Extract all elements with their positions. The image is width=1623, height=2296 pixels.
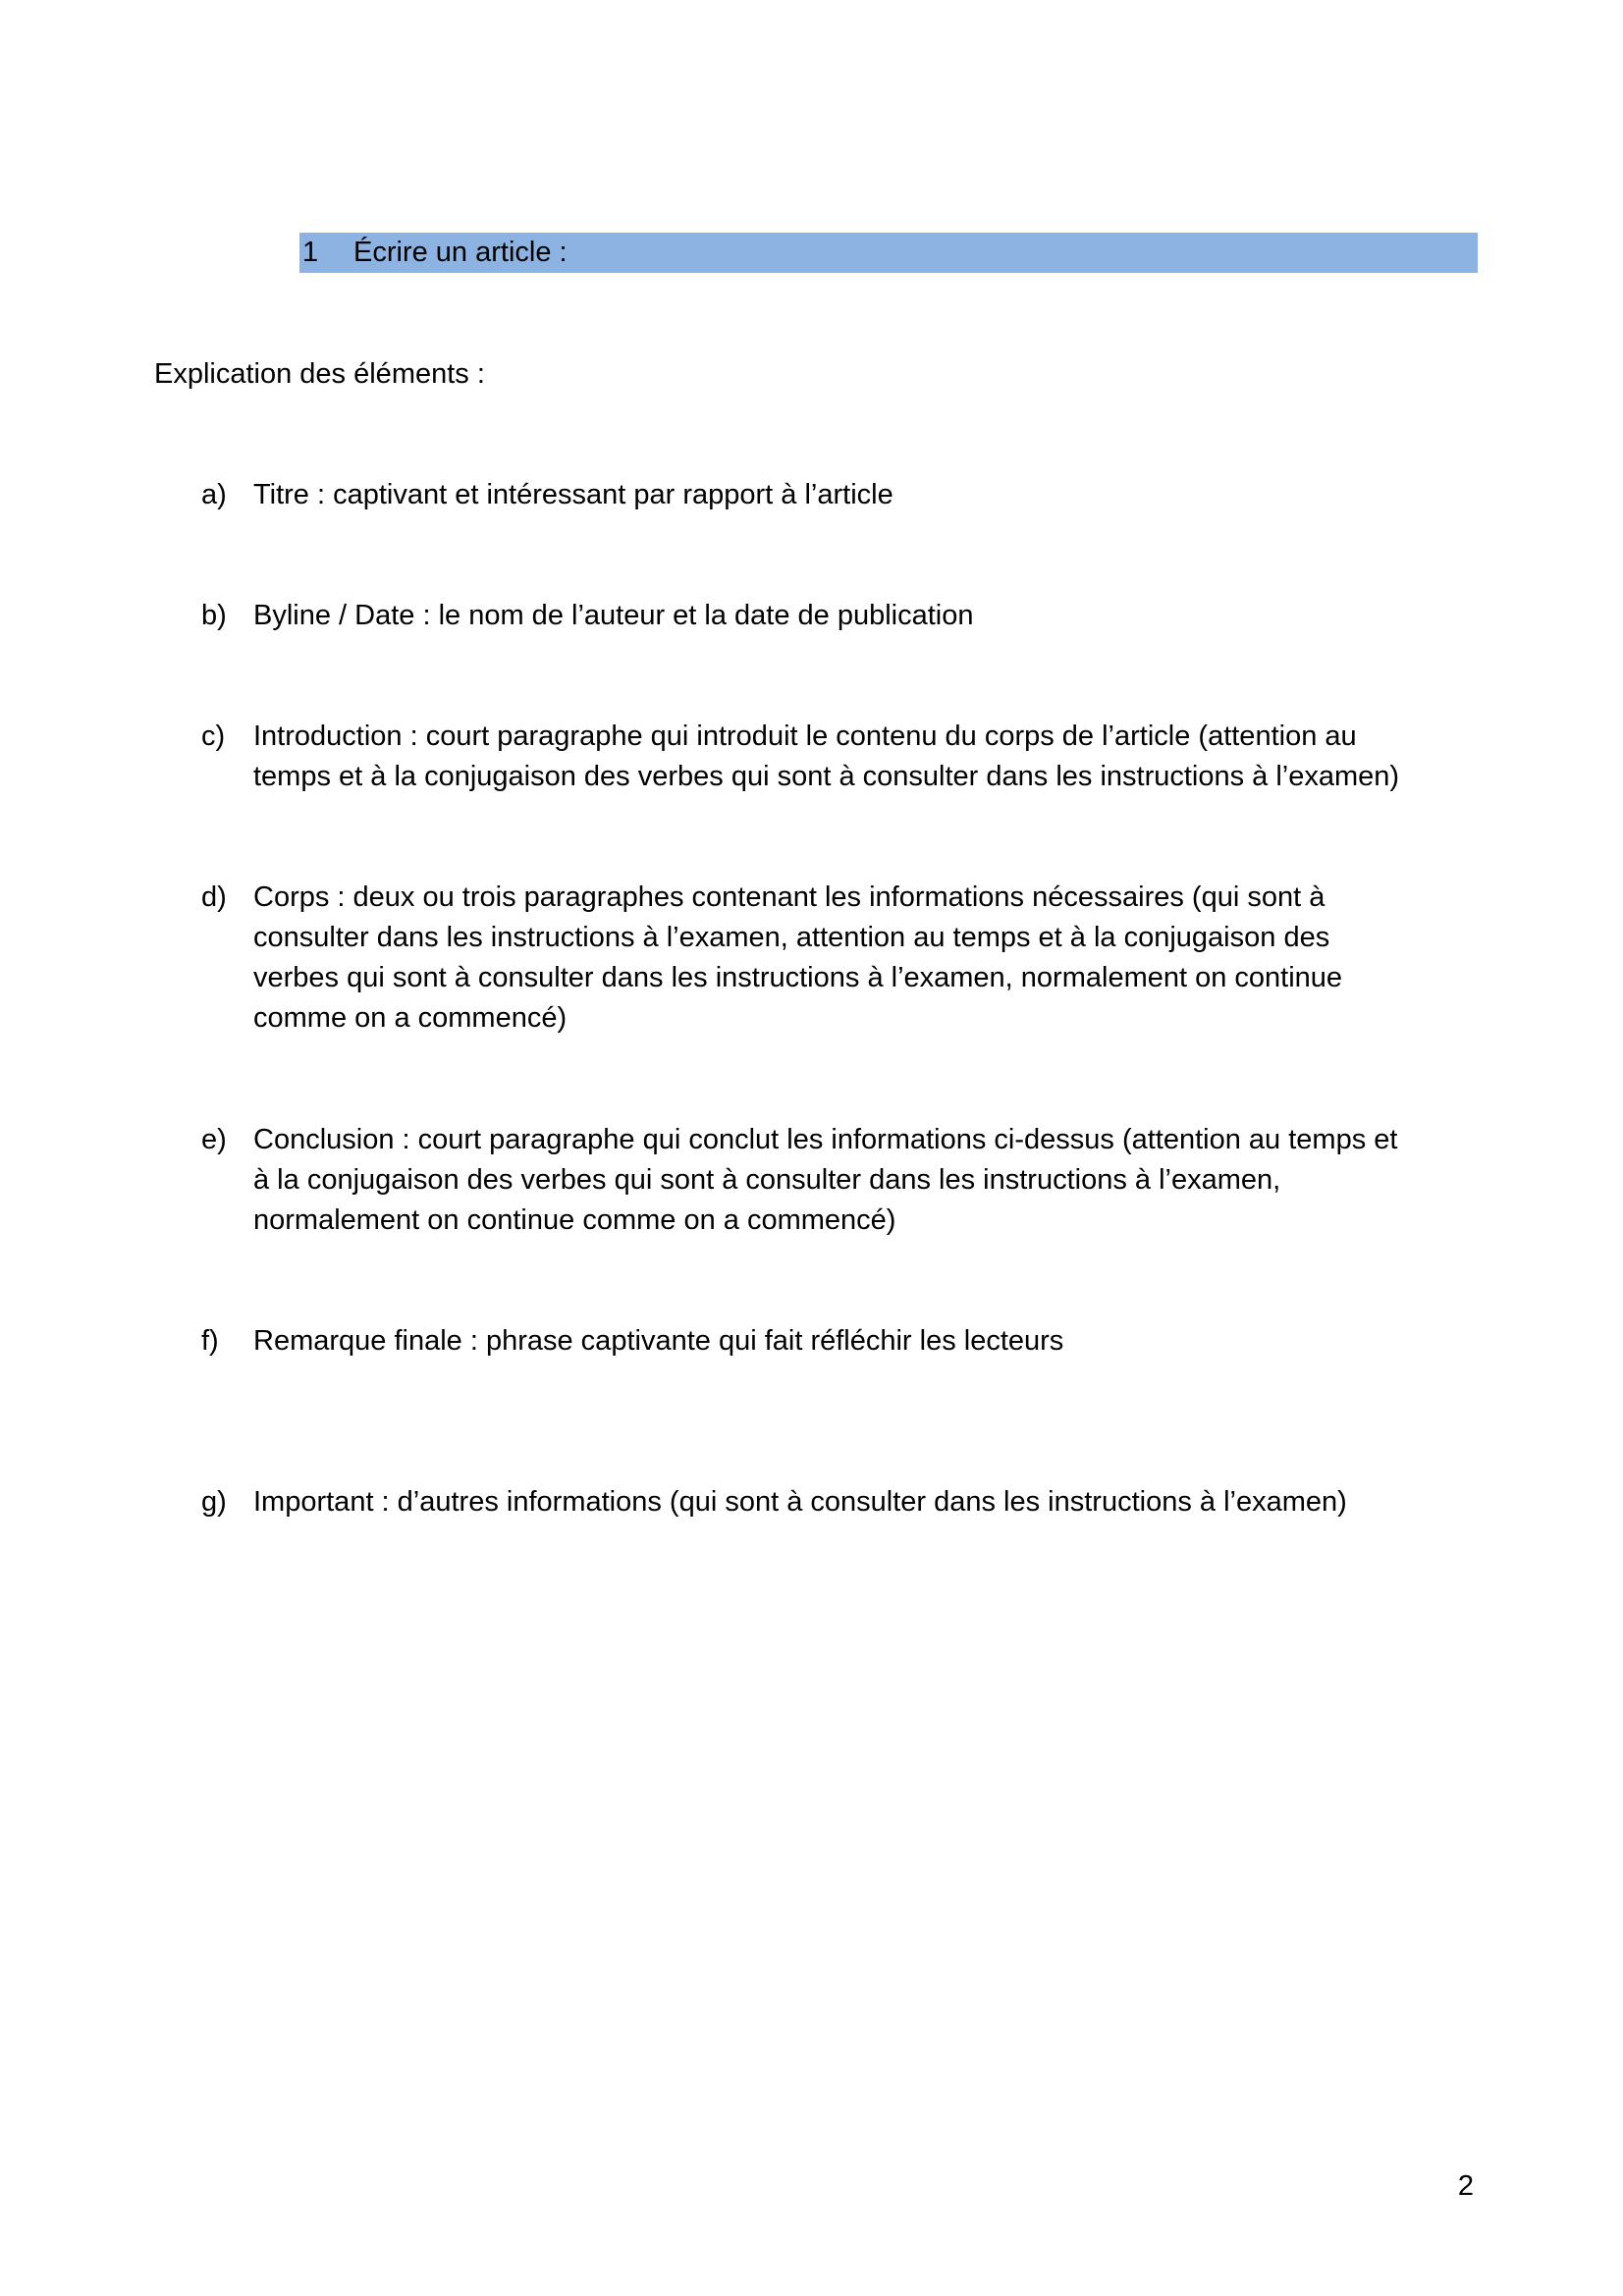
list-marker: f) bbox=[201, 1325, 219, 1357]
list-marker: b) bbox=[201, 600, 227, 631]
list-item-text: Important : d’autres informations (qui sont à consulter dans les instructions à l’examen) bbox=[253, 1486, 1347, 1518]
list-item-text: Byline / Date : le nom de l’auteur et la date de publication bbox=[253, 600, 974, 631]
list-item-text: Conclusion : court paragraphe qui conclut les informations ci-dessus (attention au temps et à la conjugaison des verbes qui sont à consulter dans les instructions à l’examen, normalement on continue comme on a commencé) bbox=[253, 1124, 1398, 1236]
list-marker: d) bbox=[201, 881, 227, 913]
list-item-text: Introduction : court paragraphe qui introduit le contenu du corps de l’article (attention au temps et à la conjugaison des verbes qui sont à consulter dans les instructions à l’examen) bbox=[253, 721, 1400, 792]
list-item-g bbox=[201, 1482, 1507, 1522]
section-title: Écrire un article : bbox=[353, 237, 568, 268]
list-item-text: Titre : captivant et intéressant par rapport à l’article bbox=[253, 479, 893, 510]
section-number: 1 bbox=[302, 237, 319, 268]
list-item-c bbox=[201, 717, 1507, 797]
intro-text: Explication des éléments : bbox=[154, 358, 485, 390]
list-item-e bbox=[201, 1120, 1507, 1241]
list-item-text: Remarque finale : phrase captivante qui fait réfléchir les lecteurs bbox=[253, 1325, 1064, 1357]
list-marker: e) bbox=[201, 1124, 227, 1155]
list-item-f bbox=[201, 1321, 1507, 1362]
list-item-text: Corps : deux ou trois paragraphes contenant les informations nécessaires (qui sont à consulter dans les instructions à l’examen, attention au temps et à la conjugaison des verbes qui sont à consulter dans les instructions à l’examen, normalement on continue comme on a commencé) bbox=[253, 881, 1343, 1034]
list-marker: a) bbox=[201, 479, 227, 510]
page-number: 2 bbox=[1457, 2170, 1474, 2202]
list-item-d bbox=[201, 878, 1507, 1039]
section-heading bbox=[299, 233, 1478, 273]
list-item-b bbox=[201, 596, 1507, 636]
list-marker: g) bbox=[201, 1486, 227, 1518]
list-marker: c) bbox=[201, 721, 226, 752]
list-item-a bbox=[201, 475, 1507, 515]
